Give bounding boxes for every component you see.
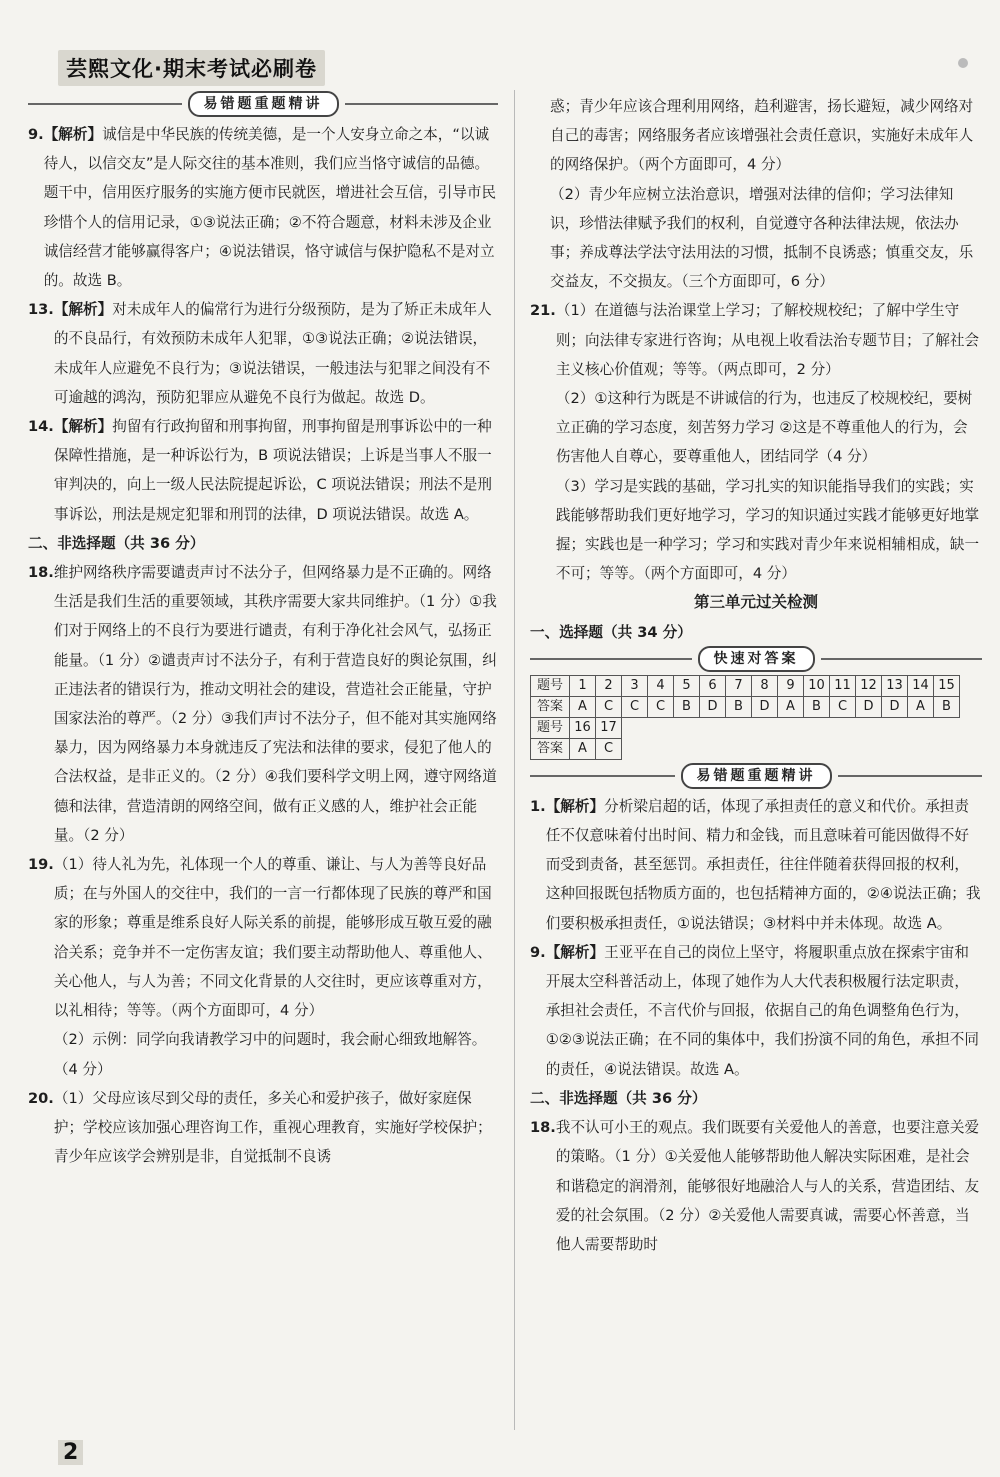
banner-label: 快速对答案 (698, 646, 815, 672)
answer-part-2: （2）①这种行为既是不讲诚信的行为，也违反了校规校纪，要树立正确的学习态度，刻苦努力学习 ②这是不尊重他人的行为，会伤害他人自尊心，要尊重他人，团结同学（4 分） (555, 390, 973, 466)
decorative-dot (958, 58, 968, 68)
answer-item-18b: 18. 我不认可小王的观点。我们既要有关爱他人的善意，也要注意关爱的策略。（1 分）①关爱他人能够帮助他人解决实际困难，是社会和谐稳定的润滑剂，能够很好地融洽人与人的关系，营造团结、友爱的社会氛围。（2 分）②关爱他人需要真诚，需要心怀善意，当他人需要帮助时 (530, 1113, 982, 1259)
question-number-cell: 9 (778, 675, 804, 696)
question-number-cell: 7 (726, 675, 752, 696)
answer-cell: B (726, 696, 752, 717)
right-column (530, 92, 982, 1259)
unit-title: 第三单元过关检测 (693, 593, 818, 612)
question-number-cell: 12 (856, 675, 882, 696)
banner-quick-answers (530, 647, 982, 671)
answer-cell: A (570, 696, 596, 717)
page-header (58, 50, 325, 86)
question-number-cell: 15 (934, 675, 960, 696)
question-number-cell: 6 (700, 675, 726, 696)
question-number-cell: 13 (882, 675, 908, 696)
answer-cell: B (674, 696, 700, 717)
answer-text: 分析梁启超的话，体现了承担责任的意义和代价。承担责任不仅意味着付出时间、精力和金钱，而且意味着可能因做得不好而受到责备，甚至惩罚。承担责任，往往伴随着获得回报的权利，这种回报既包括物质方面的，也包括精神方面的，②④说法正确；我们要积极承担责任，①说法错误；③材料中并未体现。故选 A。 (545, 797, 981, 932)
answer-text: 对未成年人的偏常行为进行分级预防，是为了矫正未成年人的不良品行，有效预防未成年人犯罪，①③说法正确；②说法错误，未成年人应避免不良行为；③说法错误，一般违法与犯罪之间没有不可逾越的鸿沟，预防犯罪应从避免不良行为做起。故选 D。 (53, 301, 492, 406)
answer-text: 我不认可小王的观点。我们既要有关爱他人的善意，也要注意关爱的策略。（1 分）①关爱他人能够帮助他人解决实际困难，是社会和谐稳定的润滑剂，能够很好地融洽人与人的关系，营造团结、友爱的社会氛围。（2 分）②关爱他人需要真诚，需要心怀善意，当他人需要帮助时 (555, 1119, 980, 1253)
banner-error-explain (28, 92, 498, 116)
header-title: 芸熙文化·期末考试必刷卷 (58, 50, 325, 86)
answer-cell: C (622, 696, 648, 717)
answer-part-2: （2）示例：同学向我请教学习中的问题时，我会耐心细致地解答。（4 分） (53, 1031, 487, 1078)
question-number-cell: 3 (622, 675, 648, 696)
answer-cell: D (856, 696, 882, 717)
banner-label: 易错题重题精讲 (188, 91, 339, 117)
answer-cell: D (882, 696, 908, 717)
section-heading: 二、非选择题（共 36 分） (28, 534, 205, 552)
banner-error-explain-2 (530, 764, 982, 788)
answer-item-21: 21. （1）在道德与法治课堂上学习；了解校规校纪；了解中学生守则；向法律专家进行咨询；从电视上收看法治专题节目；了解社会主义核心价值观；等等。（两点即可，2 分） （2）①这种行为既是不讲诚信的行为，也违反了校规校纪，要树立正确的学习态度，刻苦努力学习 ②这是不尊重他人的行为，会伤害他人自尊心，要尊重他人，团结同学（4 分） （3）学习是实践的基础，学习扎实的知识能指导我们的实践；实践能够帮助我们更好地学习，学习的知识通过实践才能够更好地掌握；实践也是一种学习；学习和实践对青少年来说相辅相成，缺一不可；等等。（两个方面即可，4 分） (530, 296, 982, 588)
answer-item-9: 9. 【解析】诚信是中华民族的传统美德，是一个人安身立命之本，“以诚待人，以信交友”是人际交往的基本准则，我们应当恪守诚信的品德。题干中，信用医疗服务的实施方便市民就医，增进社会互信，引导市民珍惜个人的信用记录，①③说法正确；②不符合题意，材料未涉及企业诚信经营才能够赢得客户；④说法错误，恪守诚信与保护隐私不是对立的。故选 B。 (28, 126, 497, 290)
answer-cell: A (778, 696, 804, 717)
question-number-cell: 11 (830, 675, 856, 696)
answer-cell: D (700, 696, 726, 717)
question-number-cell: 16 (570, 717, 596, 738)
answer-part-1: （1）在道德与法治课堂上学习；了解校规校纪；了解中学生守则；向法律专家进行咨询；从电视上收看法治专题节目；了解社会主义核心价值观；等等。（两点即可，2 分） (555, 302, 980, 378)
banner-label: 易错题重题精讲 (681, 763, 832, 789)
answer-part-1: （1）待人礼为先，礼体现一个人的尊重、谦让、与人为善等良好品质；在与外国人的交往中，我们的一言一行都体现了民族的尊严和国家的形象；尊重是维系良好人际关系的前提，能够形成互敬互爱的融洽关系；竞争并不一定伤害友谊；我们要主动帮助他人、尊重他人、关心他人，与人为善；不同文化背景的人交往时，更应该尊重对方，以礼相待；等等。（两个方面即可，4 分） (53, 856, 492, 1020)
answer-item-9b: 9. 【解析】王亚平在自己的岗位上坚守，将履职重点放在探索宇宙和开展太空科普活动上，体现了她作为人大代表积极履行法定职责，承担社会责任，不言代价与回报，依据自己的角色调整角色行为，①②③说法正确；在不同的集体中，我们扮演不同的角色，承担不同的责任，④说法错误。故选 A。 (530, 943, 979, 1078)
table-header-cell: 题号 (531, 717, 570, 738)
answer-cell: C (596, 696, 622, 717)
question-number-cell: 14 (908, 675, 934, 696)
question-number-cell: 4 (648, 675, 674, 696)
question-number-cell: 1 (570, 675, 596, 696)
answer-cell: A (908, 696, 934, 717)
left-column (28, 92, 498, 1171)
answer-cell: B (804, 696, 830, 717)
table-header-cell: 答案 (531, 696, 570, 717)
section-heading: 二、非选择题（共 36 分） (530, 1089, 707, 1107)
table-header-cell: 答案 (531, 738, 570, 759)
answer-part-3: （3）学习是实践的基础，学习扎实的知识能指导我们的实践；实践能够帮助我们更好地学习，学习的知识通过实践才能够更好地掌握；实践也是一种学习；学习和实践对青少年来说相辅相成，缺一不可；等等。（两个方面即可，4 分） (555, 477, 980, 583)
question-number-cell: 2 (596, 675, 622, 696)
question-number-cell: 10 (804, 675, 830, 696)
answer-text: 诚信是中华民族的传统美德，是一个人安身立命之本，“以诚待人，以信交友”是人际交往的基本准则，我们应当恪守诚信的品德。题干中，信用医疗服务的实施方便市民就医，增进社会互信，引导市民珍惜个人的信用记录，①③说法正确；②不符合题意，材料未涉及企业诚信经营才能够赢得客户；④说法错误，恪守诚信与保护隐私不是对立的。故选 B。 (43, 126, 497, 290)
table-header-cell: 题号 (531, 675, 570, 696)
answer-item-13: 13. 【解析】对未成年人的偏常行为进行分级预防，是为了矫正未成年人的不良品行，有效预防未成年人犯罪，①③说法正确；②说法错误，未成年人应避免不良行为；③说法错误，一般违法与犯罪之间没有不可逾越的鸿沟，预防犯罪应从避免不良行为做起。故选 D。 (28, 301, 492, 406)
answer-20-part-2: （2）青少年应树立法治意识，增强对法律的信仰；学习法律知识，珍惜法律赋予我们的权利，自觉遵守各种法律法规，依法办事；养成尊法学法守法用法的习惯，抵制不良诱惑；慎重交友，乐交益友，不交损友。（三个方面即可，6 分） (550, 185, 974, 291)
page-number: 2 (58, 1440, 83, 1465)
question-number-cell: 8 (752, 675, 778, 696)
column-divider (514, 90, 515, 1430)
answer-text: 维护网络秩序需要谴责声讨不法分子，但网络暴力是不正确的。网络生活是我们生活的重要领域，其秩序需要大家共同维护。（1 分）①我们对于网络上的不良行为要进行谴责，有利于净化社会风气，弘扬正能量。（1 分）②谴责声讨不法分子，有利于营造良好的舆论氛围，纠正违法者的错误行为，推动文明社会的建设，营造社会正能量，守护国家法治的尊严。（2 分）③我们声讨不法分子，但不能对其实施网络暴力，因为网络暴力本身就违反了宪法和法律的要求，侵犯了他人的合法权益，是非正义的。（2 分）④我们要科学文明上网，遵守网络道德和法律，营造清朗的网络空间，做有正义感的人，维护社会正能量。（2 分） (53, 564, 497, 844)
answer-20-continued: 惑；青少年应该合理利用网络，趋利避害，扬长避短，减少网络对自己的毒害；网络服务者应该增强社会责任意识，实施好未成年人的网络保护。（两个方面即可，4 分） (550, 98, 974, 174)
answer-text: 拘留有行政拘留和刑事拘留，刑事拘留是刑事诉讼中的一种保障性措施，是一种诉讼行为，B 项说法错误；上诉是当事人不服一审判决的，向上一级人民法院提起诉讼，C 项说法错误；刑法不是刑事诉讼，刑法是规定犯罪和刑罚的法律，D 项说法错误。故选 A。 (53, 418, 492, 523)
answer-cell: C (648, 696, 674, 717)
answer-cell: C (596, 738, 622, 759)
answer-item-20: 20. （1）父母应该尽到父母的责任，多关心和爱护孩子，做好家庭保护；学校应该加强心理咨询工作，重视心理教育，实施好学校保护；青少年应该学会辨别是非，自觉抵制不良诱 (28, 1084, 498, 1172)
question-number-cell: 17 (596, 717, 622, 738)
answer-cell: D (752, 696, 778, 717)
answer-part-1: （1）父母应该尽到父母的责任，多关心和爱护孩子，做好家庭保护；学校应该加强心理咨询工作，重视心理教育，实施好学校保护；青少年应该学会辨别是非，自觉抵制不良诱 (53, 1089, 492, 1166)
answer-cell: A (570, 738, 596, 759)
section-heading: 一、选择题（共 34 分） (530, 623, 692, 641)
answer-cell: B (934, 696, 960, 717)
answer-item-18: 18. 维护网络秩序需要谴责声讨不法分子，但网络暴力是不正确的。网络生活是我们生活的重要领域，其秩序需要大家共同维护。（1 分）①我们对于网络上的不良行为要进行谴责，有利于净化社会风气，弘扬正能量。（1 分）②谴责声讨不法分子，有利于营造良好的舆论氛围，纠正违法者的错误行为，推动文明社会的建设，营造社会正能量，守护国家法治的尊严。（2 分）③我们声讨不法分子，但不能对其实施网络暴力，因为网络暴力本身就违反了宪法和法律的要求，侵犯了他人的合法权益，是非正义的。（2 分）④我们要科学文明上网，遵守网络道德和法律，营造清朗的网络空间，做有正义感的人，维护社会正能量。（2 分） (28, 558, 498, 850)
answer-item-14: 14. 【解析】拘留有行政拘留和刑事拘留，刑事拘留是刑事诉讼中的一种保障性措施，是一种诉讼行为，B 项说法错误；上诉是当事人不服一审判决的，向上一级人民法院提起诉讼，C 项说法错误；刑法不是刑事诉讼，刑法是规定犯罪和刑罚的法律，D 项说法错误。故选 A。 (28, 418, 492, 523)
answer-item-19: 19. （1）待人礼为先，礼体现一个人的尊重、谦让、与人为善等良好品质；在与外国人的交往中，我们的一言一行都体现了民族的尊严和国家的形象；尊重是维系良好人际关系的前提，能够形成互敬互爱的融洽关系；竞争并不一定伤害友谊；我们要主动帮助他人、尊重他人、关心他人，与人为善；不同文化背景的人交往时，更应该尊重对方，以礼相待；等等。（两个方面即可，4 分） （2）示例：同学向我请教学习中的问题时，我会耐心细致地解答。（4 分） (28, 850, 498, 1084)
answer-cell: C (830, 696, 856, 717)
answer-table (530, 675, 960, 760)
answer-text: 王亚平在自己的岗位上坚守，将履职重点放在探索宇宙和开展太空科普活动上，体现了她作为人大代表积极履行法定职责，承担社会责任，不言代价与回报，依据自己的角色调整角色行为，①②③说法正确；在不同的集体中，我们扮演不同的角色，承担不同的责任，④说法错误。故选 A。 (545, 943, 979, 1078)
answer-item-1: 1. 【解析】分析梁启超的话，体现了承担责任的意义和代价。承担责任不仅意味着付出时间、精力和金钱，而且意味着可能因做得不好而受到责备，甚至惩罚。承担责任，往往伴随着获得回报的权利，这种回报既包括物质方面的，也包括精神方面的，②④说法正确；我们要积极承担责任，①说法错误；③材料中并未体现。故选 A。 (530, 797, 981, 932)
question-number-cell: 5 (674, 675, 700, 696)
